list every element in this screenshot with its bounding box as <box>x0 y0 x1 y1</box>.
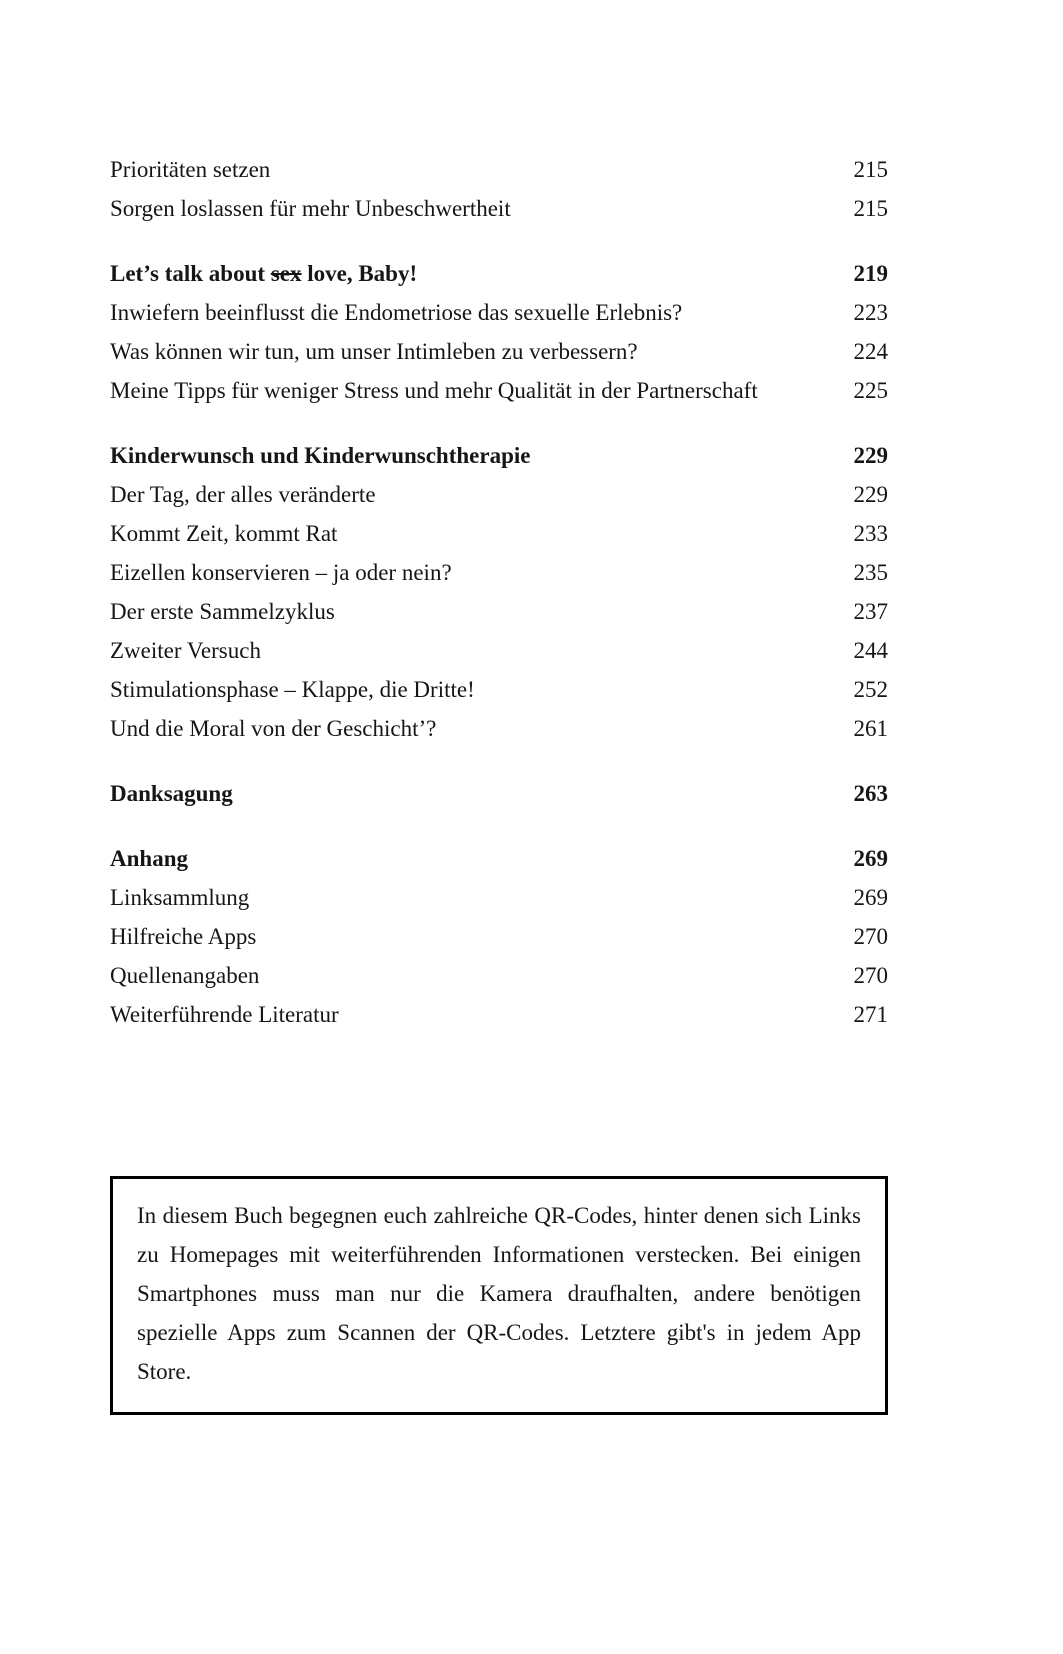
toc-entry-row <box>110 670 888 709</box>
toc-entry-row <box>110 956 888 995</box>
toc-entry-page: 270 <box>853 924 888 949</box>
toc-list <box>110 150 888 1034</box>
toc-entry-page: 237 <box>853 599 888 624</box>
toc-entry-row <box>110 150 888 189</box>
qr-code-note-text: In diesem Buch begegnen euch zahlreiche QR-Codes, hinter denen sich Links zu Homepages mit weiterführenden Informationen verstecken. Bei einigen Smartphones muss man nur die Kamera draufhalten, andere benötigen spezielle Apps zum Scannen der QR-Codes. Letztere gibt's in jedem App Store. <box>137 1203 861 1384</box>
toc-entry-label: Linksammlung <box>110 885 250 910</box>
toc-entry-label: Der erste Sammelzyklus <box>110 599 335 624</box>
toc-entry-label: Hilfreiche Apps <box>110 924 257 949</box>
toc-entry-row <box>110 332 888 371</box>
toc-entry-label: Quellenangaben <box>110 963 260 988</box>
toc-entry-label: Eizellen konservieren – ja oder nein? <box>110 560 452 585</box>
toc-entry-row <box>110 189 888 228</box>
toc-entry-label: Danksagung <box>110 781 233 806</box>
toc-entry-row <box>110 475 888 514</box>
toc-heading-row <box>110 774 888 813</box>
toc-heading-row <box>110 839 888 878</box>
toc-entry-row <box>110 917 888 956</box>
toc-entry-page: 233 <box>853 521 888 546</box>
toc-entry-label: Stimulationsphase – Klappe, die Dritte! <box>110 677 475 702</box>
toc-entry-row <box>110 293 888 332</box>
toc-entry-page: 269 <box>853 846 888 871</box>
toc-entry-page: 235 <box>853 560 888 585</box>
toc-entry-page: 225 <box>853 378 888 403</box>
toc-entry-label: Zweiter Versuch <box>110 638 261 663</box>
toc-entry-row <box>110 631 888 670</box>
toc-entry-label: Anhang <box>110 846 188 871</box>
toc-entry-page: 229 <box>853 482 888 507</box>
toc-entry-row <box>110 553 888 592</box>
toc-entry-page: 215 <box>853 157 888 182</box>
toc-entry-label: Let’s talk about sex love, Baby! <box>110 261 418 286</box>
toc-entry-label: Kinderwunsch und Kinderwunschtherapie <box>110 443 531 468</box>
toc-entry-row <box>110 592 888 631</box>
toc-entry-page: 271 <box>853 1002 888 1027</box>
toc-entry-label: Kommt Zeit, kommt Rat <box>110 521 338 546</box>
toc-entry-row <box>110 371 888 410</box>
struck-word: sex <box>270 261 302 286</box>
toc-entry-label: Der Tag, der alles veränderte <box>110 482 376 507</box>
toc-entry-page: 244 <box>853 638 888 663</box>
toc-entry-page: 215 <box>853 196 888 221</box>
toc-entry-page: 261 <box>853 716 888 741</box>
toc-entry-page: 252 <box>853 677 888 702</box>
toc-entry-label: Und die Moral von der Geschicht’? <box>110 716 437 741</box>
toc-heading-row <box>110 254 888 293</box>
toc-entry-page: 223 <box>853 300 888 325</box>
toc-entry-row <box>110 514 888 553</box>
toc-entry-row <box>110 995 888 1034</box>
toc-entry-page: 263 <box>853 781 888 806</box>
qr-code-note-box <box>110 1176 888 1415</box>
toc-heading-row <box>110 436 888 475</box>
toc-entry-label: Prioritäten setzen <box>110 157 271 182</box>
toc-entry-label: Weiterführende Literatur <box>110 1002 339 1027</box>
toc-entry-label: Meine Tipps für weniger Stress und mehr Qualität in der Partnerschaft <box>110 378 758 403</box>
toc-entry-page: 229 <box>853 443 888 468</box>
toc-entry-page: 224 <box>853 339 888 364</box>
toc-entry-label: Inwiefern beeinflusst die Endometriose das sexuelle Erlebnis? <box>110 300 683 325</box>
toc-entry-row <box>110 878 888 917</box>
toc-entry-label: Was können wir tun, um unser Intimleben zu verbessern? <box>110 339 638 364</box>
toc-entry-row <box>110 709 888 748</box>
table-of-contents <box>110 150 888 1034</box>
toc-entry-page: 269 <box>853 885 888 910</box>
toc-entry-label: Sorgen loslassen für mehr Unbeschwertheit <box>110 196 511 221</box>
toc-entry-page: 270 <box>853 963 888 988</box>
toc-entry-page: 219 <box>853 261 888 286</box>
